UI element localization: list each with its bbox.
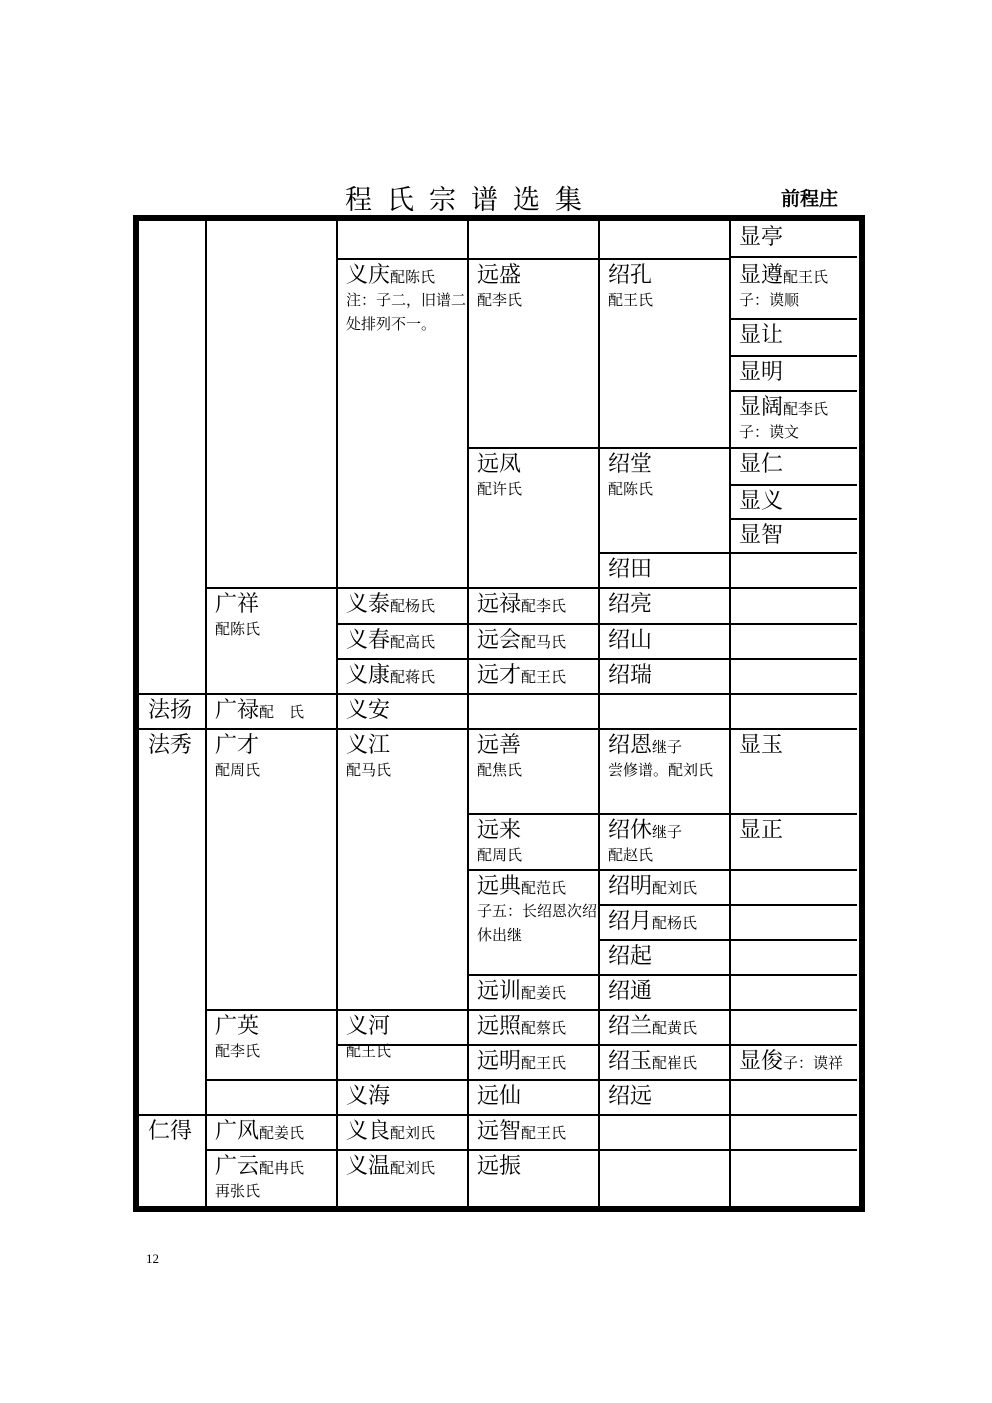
person-name: 显俊 [739,1049,784,1074]
person-cell [206,1010,337,1115]
person-name: 绍孔 [608,263,653,288]
person-name: 显阔 [739,395,784,420]
person-name: 广云 [215,1154,260,1179]
spouse-note: 配李氏 [521,599,567,615]
annotation-note: 配马氏 [346,763,392,779]
person-name: 广风 [215,1119,260,1144]
person-cell [468,1115,599,1150]
person-cell [337,659,468,694]
spouse-note: 配杨氏 [390,599,436,615]
person-name: 义安 [346,698,391,723]
person-cell [468,1150,599,1206]
person-name: 绍山 [608,628,653,653]
person-name: 义春 [346,628,391,653]
person-cell [599,940,730,975]
person-name: 广祥 [215,592,260,617]
person-cell [730,1045,857,1080]
person-name: 显义 [739,489,784,514]
spouse-note: 配姜氏 [521,986,567,1002]
person-cell [599,870,730,905]
person-cell [730,485,857,519]
person-name: 广英 [215,1014,260,1039]
person-name: 义温 [346,1154,391,1179]
page-number: 12 [146,1251,159,1266]
person-cell [599,814,730,870]
spouse-note: 继子 [652,740,683,756]
spouse-note: 配杨氏 [652,916,698,932]
person-name: 显遵 [739,263,784,288]
spouse-note: 配黄氏 [652,1021,698,1037]
person-cell [730,814,857,870]
person-name: 远训 [477,979,522,1004]
person-cell [337,1080,468,1115]
person-cell [599,588,730,624]
person-name: 绍远 [608,1084,653,1109]
person-name: 远照 [477,1014,522,1039]
person-name: 义良 [346,1119,391,1144]
spouse-note: 配李氏 [783,402,829,418]
person-name: 义康 [346,663,391,688]
person-cell [730,448,857,485]
person-cell [337,729,468,1010]
person-name: 远来 [477,818,522,843]
person-name: 广禄 [215,698,260,723]
person-cell [599,729,730,814]
person-cell [599,553,730,588]
spouse-note: 配蔡氏 [521,1021,567,1037]
person-name: 绍兰 [608,1014,653,1039]
person-name: 义庆 [346,263,391,288]
person-cell [599,624,730,659]
spouse-note: 配高氏 [390,635,436,651]
spouse-note: 配范氏 [521,881,567,897]
spouse-note: 配王氏 [521,1126,567,1142]
spouse-note: 配王氏 [783,270,829,286]
spouse-note: 配王氏 [521,1056,567,1072]
person-cell [599,905,730,940]
person-cell [730,221,857,257]
person-name: 显亭 [739,225,784,250]
person-name: 绍田 [608,557,653,582]
annotation-note: 注：子二，旧谱二处排列不一。 [346,293,467,333]
person-cell [730,519,857,553]
person-cell [337,694,468,729]
person-name: 显智 [739,523,784,548]
person-cell [468,624,599,659]
person-name: 义河 [346,1014,391,1039]
person-name: 显明 [739,360,784,385]
person-cell [599,975,730,1010]
person-cell [730,729,857,814]
person-name: 远会 [477,628,522,653]
annotation-note: 配王氏 [346,1044,392,1060]
annotation-note: 尝修谱。配刘氏 [608,763,714,779]
spouse-note: 配刘氏 [390,1126,436,1142]
person-name: 远智 [477,1119,522,1144]
person-cell [599,1080,730,1115]
person-cell [139,1115,206,1206]
annotation-note: 配陈氏 [608,482,654,498]
annotation-note: 子：谟顺 [739,293,800,309]
spouse-note: 配陈氏 [390,270,436,286]
person-cell [468,259,599,448]
person-name: 显玉 [739,733,784,758]
person-cell [468,1045,599,1080]
person-name: 义海 [346,1084,391,1109]
person-name: 绍恩 [608,733,653,758]
spouse-note: 配姜氏 [259,1126,305,1142]
person-name: 绍瑞 [608,663,653,688]
person-cell [599,659,730,694]
person-name: 绍玉 [608,1049,653,1074]
annotation-note: 配陈氏 [215,622,261,638]
village-name: 前程庄 [781,188,839,210]
spouse-note: 配 氏 [259,705,305,721]
person-cell [337,1150,468,1206]
person-cell [599,1045,730,1080]
person-cell [468,659,599,694]
person-name: 绍通 [608,979,653,1004]
person-cell [337,1010,468,1080]
person-cell [730,391,857,448]
person-name: 远才 [477,663,522,688]
person-name: 仁得 [148,1119,193,1144]
person-cell [599,1010,730,1045]
person-cell [206,588,337,694]
annotation-note: 配赵氏 [608,848,654,864]
person-cell [139,729,206,1115]
person-cell [206,1115,337,1150]
spouse-note: 子：谟祥 [783,1056,844,1072]
spouse-note: 配冉氏 [259,1161,305,1177]
person-cell [337,624,468,659]
person-name: 绍休 [608,818,653,843]
person-name: 远明 [477,1049,522,1074]
spouse-note: 配蒋氏 [390,670,436,686]
spouse-note: 配刘氏 [652,881,698,897]
spouse-note: 配刘氏 [390,1161,436,1177]
person-cell [468,588,599,624]
person-name: 法秀 [148,733,193,758]
person-cell [468,1010,599,1045]
annotation-note: 配焦氏 [477,763,523,779]
person-name: 远禄 [477,592,522,617]
person-cell [468,975,599,1010]
person-cell [206,1150,337,1206]
person-name: 义泰 [346,592,391,617]
person-cell [730,319,857,356]
person-name: 绍亮 [608,592,653,617]
spouse-note: 配马氏 [521,635,567,651]
person-name: 显仁 [739,452,784,477]
spouse-note: 配崔氏 [652,1056,698,1072]
annotation-note: 配李氏 [215,1044,261,1060]
spouse-note: 继子 [652,825,683,841]
person-cell [337,1115,468,1150]
annotation-note: 再张氏 [215,1184,261,1200]
spouse-note: 配王氏 [521,670,567,686]
page-title: 程氏宗谱选集 [345,185,597,216]
person-name: 绍月 [608,909,653,934]
annotation-note: 配周氏 [215,763,261,779]
person-name: 绍堂 [608,452,653,477]
person-cell [206,729,337,1010]
person-name: 远凤 [477,452,522,477]
person-cell [468,448,599,588]
annotation-note: 配李氏 [477,293,523,309]
person-name: 远善 [477,733,522,758]
person-cell [206,694,337,729]
person-name: 远典 [477,874,522,899]
person-name: 显正 [739,818,784,843]
person-cell [730,356,857,391]
annotation-note: 子：谟文 [739,425,800,441]
person-cell [468,814,599,870]
person-cell [599,448,730,553]
person-name: 绍起 [608,944,653,969]
person-name: 绍明 [608,874,653,899]
annotation-note: 配许氏 [477,482,523,498]
person-name: 广才 [215,733,260,758]
person-cell [468,870,599,975]
person-cell [468,729,599,814]
person-name: 义江 [346,733,391,758]
person-name: 远盛 [477,263,522,288]
annotation-note: 子五：长绍恩次绍休出继 [477,904,598,944]
person-cell [730,259,857,319]
annotation-note: 配王氏 [608,293,654,309]
person-name: 远振 [477,1154,522,1179]
person-cell [139,694,206,729]
annotation-note: 配周氏 [477,848,523,864]
person-cell [337,588,468,624]
person-cell [337,259,468,588]
person-name: 法扬 [148,698,193,723]
person-name: 远仙 [477,1084,522,1109]
person-name: 显让 [739,323,784,348]
person-cell [468,1080,599,1115]
